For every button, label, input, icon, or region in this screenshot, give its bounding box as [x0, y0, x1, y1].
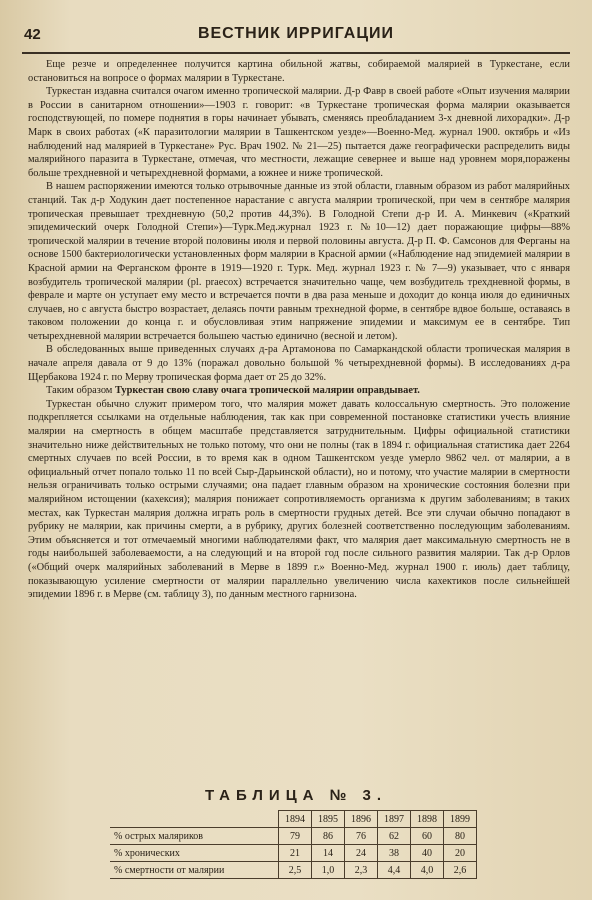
table-cell: 62: [378, 828, 411, 845]
page-number: 42: [24, 26, 41, 43]
table-cell: 76: [345, 828, 378, 845]
paragraph: Туркестан издавна считался очагом именно тропической малярии. Д-р Фавр в своей работе «Опыт изучения малярии в России в санитарном отношении»—1903 г. говорит: «в Туркестане тропическая форма малярии оказывается господствующей, по помере поднятия в горы начинает убывать, сменяясь преобладанием 3-х дневной лихорадки». Д-р Марк в своих работах («К паразитологии малярии в Ташкентском уезде»—Военно-Мед. журнал 1900. октябрь и «Из наблюдений над малярией в Туркестане» Рус. Врач 1902. № 21—25) пытается даже географически распределить виды малярийного паразита в Туркестане, отмечая, что местности, лежащие севернее и выше над уровнем моря,поражены больше трехдневной и четырехдневной формами, а южнее и ниже тропической.: [28, 86, 570, 179]
mortality-table: [110, 810, 477, 879]
table-row: [110, 845, 477, 862]
table-header-row: [110, 811, 477, 828]
table-cell: 79: [279, 828, 312, 845]
conclusion-paragraph: [28, 384, 570, 398]
page-header: [22, 22, 570, 54]
paragraph: Еще резче и определеннее получится картина обильной жатвы, собираемой малярией в Туркестане, если остановиться на вопросе о формах малярии в Туркестане.: [28, 59, 570, 84]
table-cell: 24: [345, 845, 378, 862]
table-cell: 86: [312, 828, 345, 845]
conclusion-lead: Таким образом: [46, 385, 113, 397]
table-cell: 1,0: [312, 862, 345, 879]
table-cell: 80: [444, 828, 477, 845]
row-label: % смертности от малярии: [110, 862, 279, 879]
table-cell: 14: [312, 845, 345, 862]
table-cell: 60: [411, 828, 444, 845]
table-row: [110, 862, 477, 879]
table-row: [110, 828, 477, 845]
year-header: 1895: [312, 811, 345, 828]
table-cell: 21: [279, 845, 312, 862]
table-caption: ТАБЛИЦА № 3.: [204, 787, 388, 804]
table-cell: 2,3: [345, 862, 378, 879]
year-header: 1897: [378, 811, 411, 828]
table-cell: 2,5: [279, 862, 312, 879]
row-label: % острых маляриков: [110, 828, 279, 845]
table-cell: 38: [378, 845, 411, 862]
journal-title: ВЕСТНИК ИРРИГАЦИИ: [197, 25, 395, 42]
year-header: 1896: [345, 811, 378, 828]
row-label: % хронических: [110, 845, 279, 862]
paragraph: В обследованных выше приведенных случаях д-ра Артамонова по Самаркандской области тропическая малярия в начале апреля давала от 9 до 13% (поражал довольно большой % четырехдневной формы). В исследованиях д-ра Щербакова 1924 г. по Мерву тропическая форма дает от 25 до 32%.: [28, 344, 570, 383]
table-cell: 40: [411, 845, 444, 862]
table-cell: 4,0: [411, 862, 444, 879]
year-header: 1898: [411, 811, 444, 828]
year-header: 1894: [279, 811, 312, 828]
paragraph: В нашем распоряжении имеются только отрывочные данные из этой области, главным образом из работ малярийных станций. Так д-р Ходукин дает постепенное нарастание с августа малярии тропической, при чем в сентябре малярия тропическая превышает трехдневную (50,2 против 44,3%). В Голодной Степи д-р И. А. Минкевич («Краткий эпидемический очерк Голодной Степи»)—Турк.Мед.журнал 1923 г. №10—12) дает поражающие цифры—88% тропической малярии в течение второй половины июля и первой половины августа. Д-р П. Ф. Самсонов для Ферганы на основе 1500 бактериологически установленных форм малярии в Красной армии («Наблюдение над эпидемией малярии в Красной армии на Ферганском фронте в 1919—1920 г. Турк. Мед. журнал 1923 г. № 7—9) указывает, что с января возбудитель тропической малярии (pl. praecox) встречается значительно чаще, чем возбудитель трехдневной формы, в феврале и марте он уступает ему место и встречается почти в два раза меньше и доходит до конца июля до единичных случаев, но с августа быстро возрастает, делаясь почти равным трехнедной форме, в сентябре вдвое больше, оставаясь в таковом положении до конца г. и обусловливая этим напряжение эпидемии и максимум ее в сентябре. Тип четырехдневной малярии встречается большею частью единично (весной и летом).: [28, 181, 570, 342]
conclusion-statement: Туркестан свою славу очага тропической малярии оправдывает.: [115, 385, 420, 397]
paragraph: Туркестан обычно служит примером того, что малярия может давать колоссальную смертность. Это положение подкрепляется ссылками на отдельные наблюдения, так как при современной постановке статистики учесть влияние малярии на смертность в общем масштабе представляется затруднительным. Цифры официальной статистики значительно ниже действительных не только потому, что они не полны (так в 1894 г. официальная статистика дает 2264 смертных случаев по всей России, в то время как в одном Ташкентском уезде умерло 9862 чел. от малярии, а в официальный отчет попало только 11 по всей Сыр-Дарьинской области), но и потому, что участие малярии в смертности нельзя ограничивать только острыми случаями; она падает главным образом на хронические состояния болезни при малярийном истощении (кахексия); малярия понижает сопротивляемость организма к другим заболеваниям; в таких местах, как Туркестан малярия должна играть роль в смертности грудных детей. Все эти случаи обычно попадают в рубрику не малярии, как причины смерти, а в рубрику, других болезней соответственно последующим заболеваниям. Этим объясняется и тот отмечаемый многими наблюдателями факт, что малярия дает максимальную смертность не в годы наибольшей заболеваемости, а на следующий и на второй год после сильного развития малярии. Так д-р Орлов («Общий очерк малярийных заболеваний в Мерве в 1899 г.» Военно-Мед. журнал 1900 г. июль) дает таблицу, показывающую усиление смертности от малярии параллельно увеличению числа кахектиков после сильнейшей эпидемии 1896 г. в Мерве (см. таблицу 3), по данным местного гарнизона.: [28, 398, 570, 601]
table-corner: [110, 811, 279, 828]
table-cell: 2,6: [444, 862, 477, 879]
table-cell: 20: [444, 845, 477, 862]
year-header: 1899: [444, 811, 477, 828]
table-cell: 4,4: [378, 862, 411, 879]
article-body: [28, 58, 570, 602]
